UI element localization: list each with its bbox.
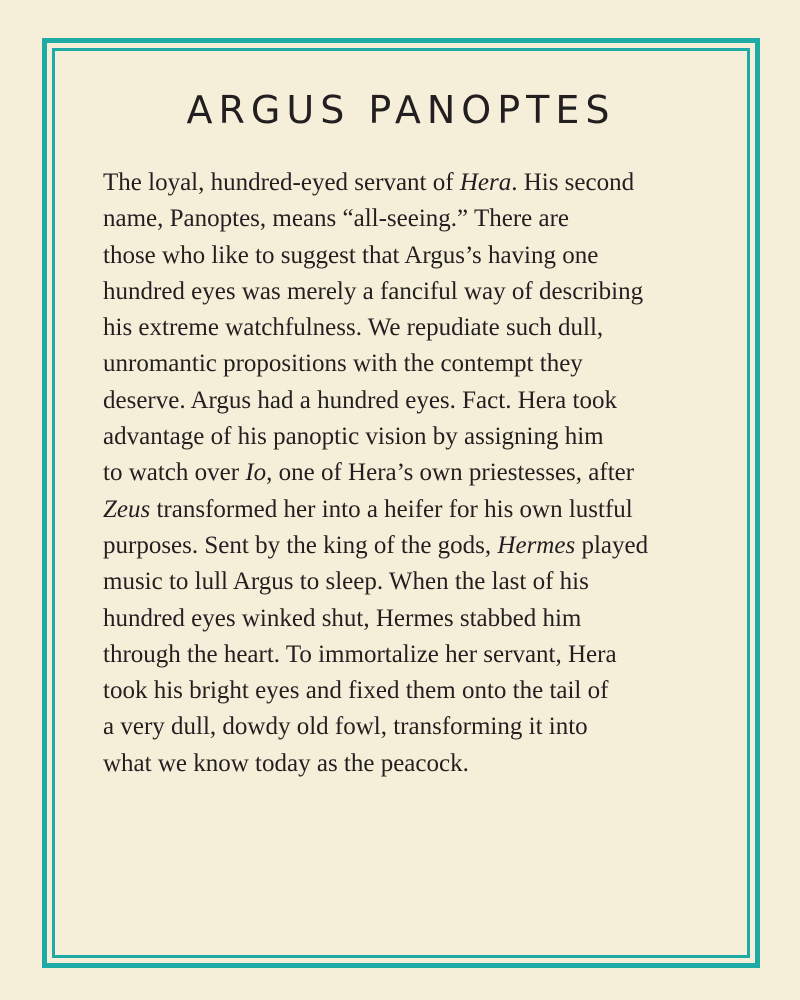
body-line: what we know today as the peacock. — [103, 749, 469, 777]
body-text-segment: . His second — [511, 169, 635, 196]
body-text-segment: played — [575, 531, 649, 559]
body-line: deserve. Argus had a hundred eyes. Fact. Hera took — [103, 386, 617, 414]
name-hera: Hera — [459, 169, 512, 196]
body-text-segment: , one of Hera’s own priestesses, after — [266, 459, 635, 487]
entry-card — [55, 51, 747, 955]
body-line — [103, 492, 713, 528]
body-line — [103, 455, 713, 491]
entry-title: ARGUS PANOPTES — [186, 88, 616, 132]
name-io: Io — [245, 459, 267, 487]
body-line: advantage of his panoptic vision by assigning him — [103, 423, 604, 451]
body-line: took his bright eyes and fixed them onto the tail of — [103, 677, 609, 705]
body-line: a very dull, dowdy old fowl, transforming it into — [103, 713, 588, 741]
body-line: unromantic propositions with the contempt they — [103, 350, 583, 378]
body-line: his extreme watchfulness. We repudiate such dull, — [103, 314, 604, 342]
body-line: those who like to suggest that Argus’s having one — [103, 241, 599, 269]
name-hermes: Hermes — [497, 531, 576, 559]
body-line: hundred eyes was merely a fanciful way of describing — [103, 277, 644, 305]
body-line: hundred eyes winked shut, Hermes stabbed him — [103, 604, 582, 632]
name-zeus: Zeus — [103, 495, 151, 523]
body-line: music to lull Argus to sleep. When the last of his — [103, 568, 589, 596]
body-line — [103, 165, 713, 201]
body-text-segment: transformed her into a heifer for his own lustful — [150, 495, 633, 523]
entry-body — [103, 165, 713, 782]
body-text-segment: purposes. Sent by the king of the gods, — [103, 531, 498, 559]
body-line: name, Panoptes, means “all-seeing.” There are — [103, 205, 570, 233]
body-line: through the heart. To immortalize her servant, Hera — [103, 640, 617, 668]
body-line — [103, 528, 713, 564]
body-text-segment: to watch over — [103, 459, 246, 487]
body-text-segment: The loyal, hundred-eyed servant of — [103, 169, 460, 196]
